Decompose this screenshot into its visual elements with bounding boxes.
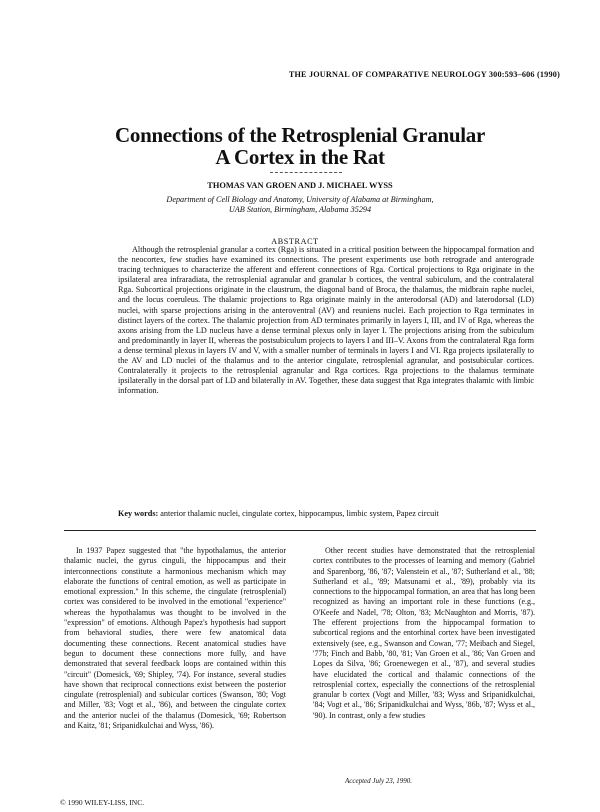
authors: THOMAS VAN GROEN AND J. MICHAEL WYSS xyxy=(207,181,393,190)
title-line-2: A Cortex in the Rat xyxy=(215,145,385,169)
affiliation-line-1: Department of Cell Biology and Anatomy, University of Alabama at Birmingham, xyxy=(166,195,434,204)
title-line-1: Connections of the Retrosplenial Granular xyxy=(115,123,485,147)
affiliation-line-2: UAB Station, Birmingham, Alabama 35294 xyxy=(228,205,372,214)
accepted-date: Accepted July 23, 1990. xyxy=(345,777,413,785)
running-header: THE JOURNAL OF COMPARATIVE NEUROLOGY 300:593–606 (1990) xyxy=(288,70,560,79)
keywords-label: Key words: xyxy=(118,509,159,518)
title-divider xyxy=(270,172,342,173)
keywords-text: anterior thalamic nuclei, cingulate cortex, hippocampus, limbic system, Papez circuit xyxy=(160,509,439,518)
section-rule xyxy=(64,530,536,531)
affiliation xyxy=(60,195,540,215)
abstract-heading: ABSTRACT xyxy=(271,237,319,246)
copyright-notice: © 1990 WILEY-LISS, INC. xyxy=(60,798,145,807)
body-column-right: Other recent studies have demonstrated that the retrosplenial cortex contributes to the processes of learning and memory (Gabriel and Sparenborg, '86, '87; Valenstein et al., '87; Sutherland et al., '88; Sutherland et al., '89; Matsunami et al., '89), probably via its connections to the hippocampal formation, an area that has long been recognized as having an important role in these functions (e.g., O'Keefe and Nadel, '78; Olton, '83; McNaughton and Morris, '87). The efferent projections from the hippocampal formation to subcortical regions and the entorhinal cortex have been investigated extensively (see, e.g., Swanson and Cowan, '77; Meibach and Siegel, '77b; Finch and Babb, '80, '81; Van Groen et al., '86; Van Groen and Lopes da Silva, '86; Groenewegen et al., '87), and several studies have elucidated the cortical and thalamic connections of the retrosplenial cortex, especially the connections of the retrosplenial granular b cortex (Vogt and Miller, '83; Wyss and Sripanidkulchai, '84; Vogt et al., '86; Sripanidkulchai and Wyss, '86b, '87; Wyss et al., '90). In contrast, only a few studies xyxy=(313,546,535,720)
article-title xyxy=(60,124,540,168)
keywords xyxy=(118,509,534,519)
abstract-body: Although the retrosplenial granular a cortex (Rga) is situated in a critical position between the hippocampal formation and the neocortex, few studies have examined its connections. The present experiments use both retrograde and anterograde tracing techniques to characterize the afferent and efferent connections of Rga. Cortical projections to Rga originate in the ipsilateral area infraradiata, the retrosplenial agranular and granular b cortices, the ventral subiculum, and the contralateral Rga. Subcortical projections originate in the claustrum, the diagonal band of Broca, the thalamus, the midbrain raphe nuclei, and the locus coeruleus. The thalamic projections to Rga originate mainly in the anterodorsal (AD) and laterodorsal (LD) nuclei, with sparse projections arising in the anteroventral (AV) and reuniens nuclei. Each projection to Rga terminates in distinct layers of the cortex. The thalamic projection from AD terminates primarily in layers I, III, and IV of Rga, whereas the axons arising from the LD nucleus have a dense terminal plexus only in layer I. The projections arising from the subiculum and predominantly in layer II, whereas the postsubiculum projects to layers I and III–V. Axons from the contralateral Rga form a dense terminal plexus in layers IV and V, with a smaller number of terminals in layers I and VI. Rga projects ipsilaterally to the AV and LD nuclei of the thalamus and to the anterior cingulate, retrosplenial agranular, and postsubicular cortices. Contralaterally it projects to the retrosplenial agranular and Rga cortices. Rga projections to the thalamus terminate ipsilaterally in the dorsal part of LD and bilaterally in AV. Together, these data suggest that Rga integrates thalamic with limbic information. xyxy=(118,245,534,396)
body-column-left: In 1937 Papez suggested that "the hypothalamus, the anterior thalamic nuclei, the gyrus cinguli, the hippocampus and their interconnections constitute a harmonious mechanism which may elaborate the functions of central emotion, as well as participate in emotional expression." In this scheme, the cingulate (retrosplenial) cortex was considered to be involved in the emotional "experience" whereas the hypothalamus was thought to be involved in the "expression" of emotions. Although Papez's hypothesis had support from behavioral studies, there were few anatomical data documenting these connections. Recent anatomical studies have begun to document these connections more fully, and have demonstrated that several feedback loops are contained within this "circuit" (Domesick, '69; Shipley, '74). For instance, several studies have shown that reciprocal connections exist between the posterior cingulate (retrosplenial) and subicular cortices (Swanson, '80; Vogt and Miller, '83; Vogt et al., '86), and between the cingulate cortex and the anterior nuclei of the thalamus (Domesick, '69; Robertson and Kaitz, '81; Sripanidkulchai and Wyss, '86). xyxy=(64,546,286,731)
